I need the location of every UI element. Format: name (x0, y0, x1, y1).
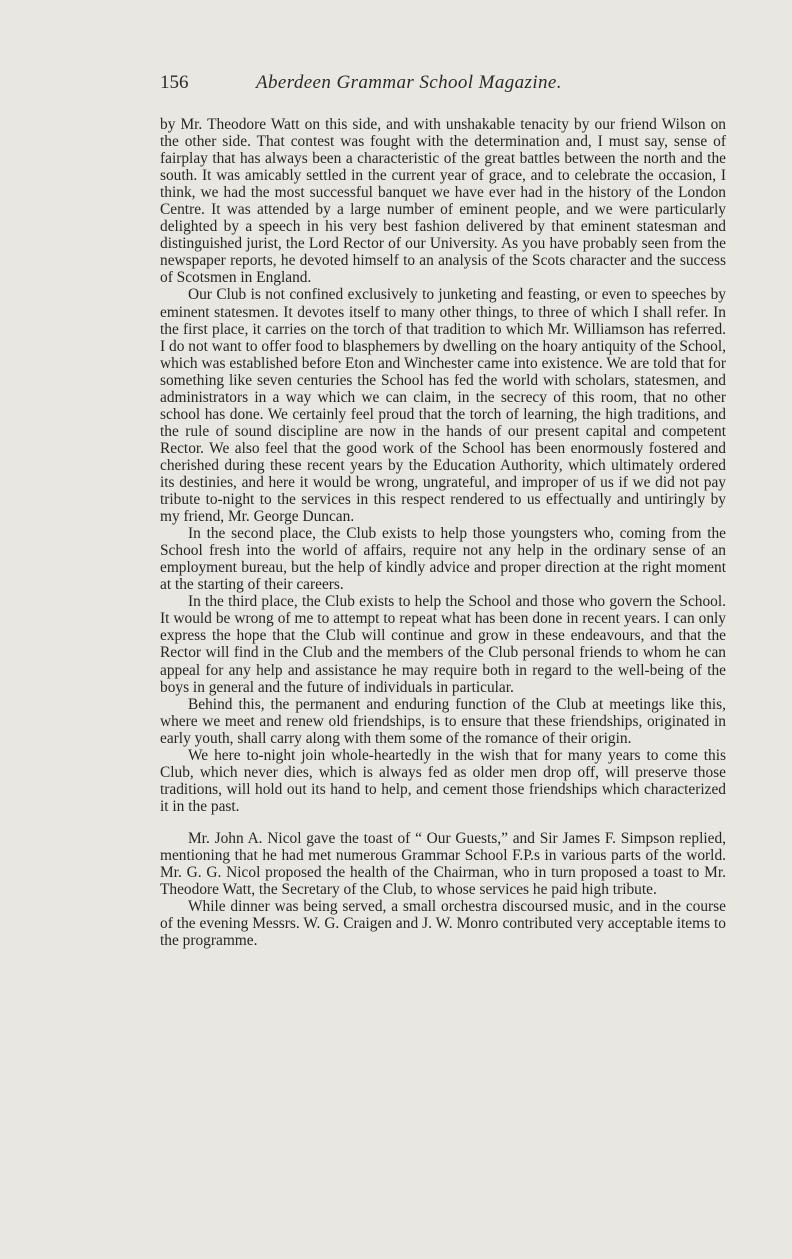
paragraph: by Mr. Theodore Watt on this side, and with unshakable tenacity by our friend Wilson on the other side. That contest was fought with the determination and, I must say, sense of fairplay that has always been a characteristic of the great battles between the north and the south. It was amicably settled in the current year of grace, and to celebrate the occasion, I think, we had the most successful banquet we have ever had in the history of the London Centre. It was attended by a large number of eminent people, and we were particularly delighted by a speech in his very best fashion delivered by that eminent statesman and distinguished jurist, the Lord Rector of our University. As you have probably seen from the newspaper reports, he devoted himself to an analysis of the Scots character and the success of Scotsmen in England. (160, 116, 726, 287)
running-title: Aberdeen Grammar School Magazine. (256, 72, 562, 93)
paragraph: Our Club is not confined exclusively to junketing and feasting, or even to speeches by eminent statesmen. It devotes itself to many other things, to three of which I shall refer. In the first place, it carries on the torch of that tradition to which Mr. Williamson has referred. I do not want to offer food to blasphemers by dwelling on the hoary antiquity of the School, which was established before Eton and Winchester came into existence. We are told that for something like seven centuries the School has fed the world with scholars, statesmen, and administrators in a way which we can claim, in the secrecy of this room, that no other school has done. We certainly feel proud that the torch of learning, the high traditions, and the rule of sound discipline are now in the hands of our present capital and competent Rector. We also feel that the good work of the School has been enormously fostered and cherished during these recent years by the Education Authority, which ultimately ordered its destinies, and here it would be wrong, ungrateful, and improper of us if we did not pay tribute to-night to the services in this respect rendered to us effectually and untiringly by my friend, Mr. George Duncan. (160, 286, 726, 526)
article-body (160, 116, 726, 949)
paragraph: Mr. John A. Nicol gave the toast of “ Our Guests,” and Sir James F. Simpson replied, mentioning that he had met numerous Grammar School F.P.s in various parts of the world. Mr. G. G. Nicol proposed the health of the Chairman, who in turn proposed a toast to Mr. Theodore Watt, the Secretary of the Club, to whose services he paid high tribute. (160, 829, 726, 899)
paragraph: In the third place, the Club exists to help the School and those who govern the School. It would be wrong of me to attempt to repeat what has been done in recent years. I can only express the hope that the Club will continue and grow in these endeavours, and that the Rector will find in the Club and the members of the Club personal friends to whom he can appeal for any help and assistance he may require both in regard to the well-being of the boys in general and the future of individuals in particular. (160, 593, 726, 696)
paragraph: While dinner was being served, a small orchestra discoursed music, and in the course of the evening Messrs. W. G. Craigen and J. W. Monro contributed very acceptable items to the programme. (160, 898, 726, 950)
paragraph: We here to-night join whole-heartedly in the wish that for many years to come this Club, which never dies, which is always fed as older men drop off, will preserve those traditions, will hold out its hand to help, and cement those friendships which characterized it in the past. (160, 746, 726, 815)
page-header (160, 72, 630, 98)
page-number: 156 (160, 72, 189, 93)
paragraph: In the second place, the Club exists to help those youngsters who, coming from the School fresh into the world of affairs, require not any help in the ordinary sense of an employment bureau, but the help of kindly advice and proper direction at the right moment at the starting of their careers. (160, 525, 726, 594)
paragraph: Behind this, the permanent and enduring function of the Club at meetings like this, where we meet and renew old friendships, is to ensure that these friendships, originated in early youth, shall carry along with them some of the romance of their origin. (160, 695, 726, 747)
